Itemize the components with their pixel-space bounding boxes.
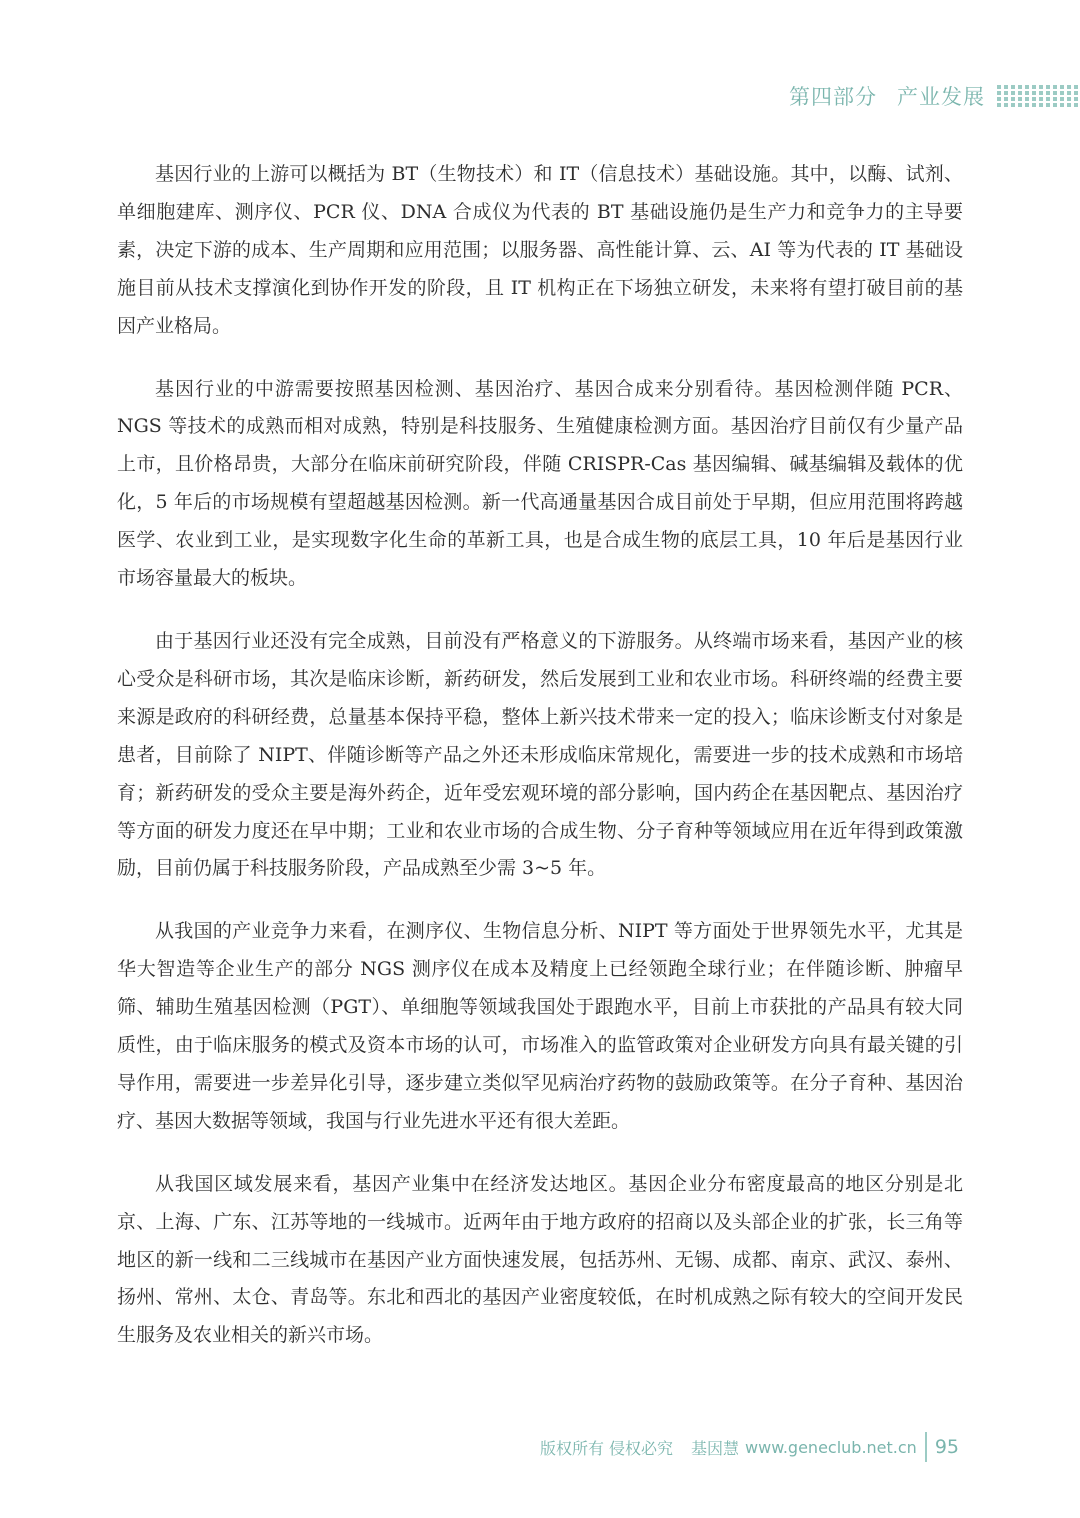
paragraph-upstream: 基因行业的上游可以概括为 BT（生物技术）和 IT（信息技术）基础设施。其中，以酶、试剂、单细胞建库、测序仪、PCR 仪、DNA 合成仪为代表的 BT 基础设施仍是生产力和竞争力的主导要素，决定下游的成本、生产周期和应用范围；以服务器、高性能计算、云、AI 等为代表的 IT 基础设施目前从技术支撑演化到协作开发的阶段，且 IT 机构正在下场独立研发，未来将有望打破目前的基因产业格局。	[117, 163, 963, 337]
page-footer	[540, 1432, 963, 1462]
paragraph-regional: 从我国区域发展来看，基因产业集中在经济发达地区。基因企业分布密度最高的地区分别是北京、上海、广东、江苏等地的一线城市。近两年由于地方政府的招商以及头部企业的扩张，长三角等地区的新一线和二三线城市在基因产业方面快速发展，包括苏州、无锡、成都、南京、武汉、泰州、扬州、常州、太仓、青岛等。东北和西北的基因产业密度较低，在时机成熟之际有较大的空间开发民生服务及农业相关的新兴市场。	[117, 1172, 963, 1347]
page-header	[789, 80, 1080, 112]
page-number: 95	[925, 1432, 963, 1462]
section-title	[789, 81, 985, 111]
part-label: 第四部分	[789, 85, 877, 109]
copyright-notice: 版权所有 侵权必究	[539, 1438, 674, 1458]
paragraph-competitiveness: 从我国的产业竞争力来看，在测序仪、生物信息分析、NIPT 等方面处于世界领先水平，尤其是华大智造等企业生产的部分 NGS 测序仪在成本及精度上已经领跑全球行业；在伴随诊断、肿瘤早筛、辅助生殖基因检测（PGT）、单细胞等领域我国处于跟跑水平，目前上市获批的产品具有较大同质性，由于临床服务的模式及资本市场的认可，市场准入的监管政策对企业研发方向具有最关键的引导作用，需要进一步差异化引导，逐步建立类似罕见病治疗药物的鼓励政策等。在分子育种、基因治疗、基因大数据等领域，我国与行业先进水平还有很大差距。	[117, 920, 963, 1132]
body-text	[117, 156, 963, 1380]
paragraph-downstream: 由于基因行业还没有完全成熟，目前没有严格意义的下游服务。从终端市场来看，基因产业的核心受众是科研市场，其次是临床诊断，新药研发，然后发展到工业和农业市场。科研终端的经费主要来源是政府的科研经费，总量基本保持平稳，整体上新兴技术带来一定的投入；临床诊断支付对象是患者，目前除了 NIPT、伴随诊断等产品之外还未形成临床常规化，需要进一步的技术成熟和市场培育；新药研发的受众主要是海外药企，近年受宏观环境的部分影响，国内药企在基因靶点、基因治疗等方面的研发力度还在早中期；工业和农业市场的合成生物、分子育种等领域应用在近年得到政策激励，目前仍属于科技服务阶段，产品成熟至少需 3~5 年。	[117, 629, 963, 880]
brand-name: 基因慧	[691, 1438, 740, 1458]
paragraph-midstream: 基因行业的中游需要按照基因检测、基因治疗、基因合成来分别看待。基因检测伴随 PCR、NGS 等技术的成熟而相对成熟，特别是科技服务、生殖健康检测方面。基因治疗目前仅有少量产品上市，且价格昂贵，大部分在临床前研究阶段，伴随 CRISPR-Cas 基因编辑、碱基编辑及载体的优化，5 年后的市场规模有望超越基因检测。新一代高通量基因合成目前处于早期，但应用范围将跨越医学、农业到工业，是实现数字化生命的革新工具，也是合成生物的底层工具，10 年后是基因行业市场容量最大的板块。	[117, 377, 963, 590]
website-url: www.geneclub.net.cn	[745, 1437, 917, 1457]
header-dot-pattern	[997, 85, 1078, 107]
section-label: 产业发展	[897, 85, 985, 109]
